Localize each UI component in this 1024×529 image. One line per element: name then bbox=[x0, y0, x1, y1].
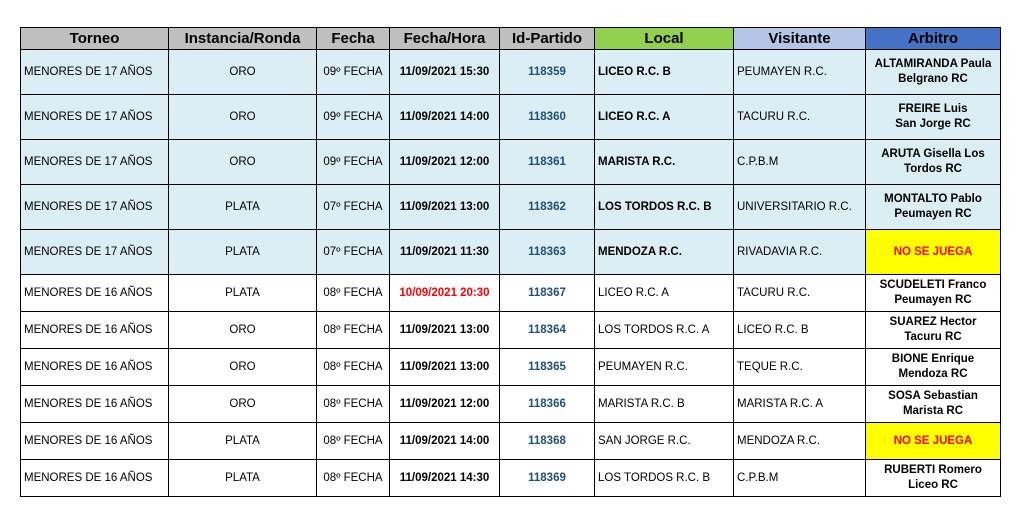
header-arbitro: Arbitro bbox=[866, 28, 1001, 50]
cell-fecha: 08º FECHA bbox=[317, 423, 390, 460]
cell-visitante: C.P.B.M bbox=[734, 140, 866, 185]
cell-id-partido: 118361 bbox=[500, 140, 595, 185]
cell-fecha: 08º FECHA bbox=[317, 386, 390, 423]
arbitro-club: Peumayen RC bbox=[894, 294, 972, 306]
cell-visitante: PEUMAYEN R.C. bbox=[734, 50, 866, 95]
cell-arbitro bbox=[866, 140, 1001, 185]
cell-visitante: TACURU R.C. bbox=[734, 275, 866, 312]
arbitro-name: ALTAMIRANDA Paula bbox=[874, 58, 992, 70]
arbitro-name: MONTALTO Pablo bbox=[884, 193, 982, 205]
arbitro-club: Tacuru RC bbox=[904, 331, 962, 343]
cell-visitante: RIVADAVIA R.C. bbox=[734, 230, 866, 275]
cell-id-partido: 118365 bbox=[500, 349, 595, 386]
cell-instancia: PLATA bbox=[169, 423, 317, 460]
cell-arbitro bbox=[866, 275, 1001, 312]
cell-local: LOS TORDOS R.C. B bbox=[595, 185, 734, 230]
fixture-table-wrapper bbox=[20, 27, 1001, 497]
arbitro-club: Tordos RC bbox=[904, 163, 962, 175]
cell-visitante: C.P.B.M bbox=[734, 460, 866, 497]
cell-torneo: MENORES DE 17 AÑOS bbox=[21, 50, 169, 95]
arbitro-name: BIONE Enrique bbox=[891, 353, 975, 365]
arbitro-club: Liceo RC bbox=[908, 479, 958, 491]
cell-arbitro bbox=[866, 349, 1001, 386]
cell-local: LICEO R.C. A bbox=[595, 275, 734, 312]
cell-id-partido: 118364 bbox=[500, 312, 595, 349]
header-id-partido: Id-Partido bbox=[500, 28, 595, 50]
cell-torneo: MENORES DE 17 AÑOS bbox=[21, 95, 169, 140]
no-se-juega-label: NO SE JUEGA bbox=[893, 434, 973, 447]
cell-id-partido: 118366 bbox=[500, 386, 595, 423]
header-torneo: Torneo bbox=[21, 28, 169, 50]
table-row bbox=[21, 349, 1001, 386]
cell-visitante: LICEO R.C. B bbox=[734, 312, 866, 349]
cell-local: PEUMAYEN R.C. bbox=[595, 349, 734, 386]
cell-local: SAN JORGE R.C. bbox=[595, 423, 734, 460]
arbitro-name: FREIRE Luis bbox=[898, 103, 968, 115]
cell-instancia: PLATA bbox=[169, 185, 317, 230]
cell-fecha: 08º FECHA bbox=[317, 460, 390, 497]
header-local: Local bbox=[595, 28, 734, 50]
cell-instancia: ORO bbox=[169, 140, 317, 185]
arbitro-name: SCUDELETI Franco bbox=[879, 279, 987, 291]
arbitro-club: Marista RC bbox=[902, 405, 964, 417]
fixture-table bbox=[20, 27, 1001, 497]
arbitro-club: Belgrano RC bbox=[898, 73, 968, 85]
cell-instancia: ORO bbox=[169, 95, 317, 140]
cell-local: MARISTA R.C. bbox=[595, 140, 734, 185]
cell-fecha-hora: 11/09/2021 13:00 bbox=[390, 185, 500, 230]
table-row bbox=[21, 230, 1001, 275]
cell-fecha-hora: 11/09/2021 14:30 bbox=[390, 460, 500, 497]
cell-local: LOS TORDOS R.C. A bbox=[595, 312, 734, 349]
cell-torneo: MENORES DE 17 AÑOS bbox=[21, 140, 169, 185]
cell-instancia: PLATA bbox=[169, 275, 317, 312]
arbitro-name: SOSA Sebastian bbox=[888, 390, 978, 402]
arbitro-name: SUAREZ Hector bbox=[889, 316, 977, 328]
no-se-juega-label: NO SE JUEGA bbox=[893, 245, 973, 258]
cell-instancia: ORO bbox=[169, 349, 317, 386]
cell-id-partido: 118369 bbox=[500, 460, 595, 497]
arbitro-name: RUBERTI Romero bbox=[884, 464, 982, 476]
cell-torneo: MENORES DE 16 AÑOS bbox=[21, 349, 169, 386]
cell-id-partido: 118363 bbox=[500, 230, 595, 275]
cell-fecha-hora: 11/09/2021 15:30 bbox=[390, 50, 500, 95]
cell-arbitro bbox=[866, 50, 1001, 95]
cell-fecha: 09º FECHA bbox=[317, 50, 390, 95]
cell-local: MENDOZA R.C. bbox=[595, 230, 734, 275]
cell-torneo: MENORES DE 16 AÑOS bbox=[21, 423, 169, 460]
cell-id-partido: 118360 bbox=[500, 95, 595, 140]
table-row bbox=[21, 140, 1001, 185]
cell-visitante: MENDOZA R.C. bbox=[734, 423, 866, 460]
table-row bbox=[21, 95, 1001, 140]
cell-torneo: MENORES DE 16 AÑOS bbox=[21, 275, 169, 312]
cell-fecha-hora: 10/09/2021 20:30 bbox=[390, 275, 500, 312]
cell-instancia: ORO bbox=[169, 386, 317, 423]
cell-visitante: MARISTA R.C. A bbox=[734, 386, 866, 423]
table-row bbox=[21, 423, 1001, 460]
cell-fecha: 09º FECHA bbox=[317, 95, 390, 140]
cell-id-partido: 118368 bbox=[500, 423, 595, 460]
cell-arbitro bbox=[866, 312, 1001, 349]
cell-local: LICEO R.C. A bbox=[595, 95, 734, 140]
cell-fecha-hora: 11/09/2021 14:00 bbox=[390, 95, 500, 140]
header-row bbox=[21, 28, 1001, 50]
cell-torneo: MENORES DE 16 AÑOS bbox=[21, 386, 169, 423]
header-fecha: Fecha bbox=[317, 28, 390, 50]
header-fecha-hora: Fecha/Hora bbox=[390, 28, 500, 50]
cell-fecha-hora: 11/09/2021 13:00 bbox=[390, 312, 500, 349]
header-instancia: Instancia/Ronda bbox=[169, 28, 317, 50]
cell-instancia: PLATA bbox=[169, 230, 317, 275]
cell-local: LOS TORDOS R.C. B bbox=[595, 460, 734, 497]
arbitro-club: San Jorge RC bbox=[895, 118, 971, 130]
cell-instancia: ORO bbox=[169, 312, 317, 349]
cell-fecha: 08º FECHA bbox=[317, 349, 390, 386]
cell-torneo: MENORES DE 17 AÑOS bbox=[21, 185, 169, 230]
cell-fecha: 07º FECHA bbox=[317, 230, 390, 275]
header-visitante: Visitante bbox=[734, 28, 866, 50]
arbitro-club: Mendoza RC bbox=[898, 368, 968, 380]
cell-id-partido: 118367 bbox=[500, 275, 595, 312]
cell-arbitro bbox=[866, 423, 1001, 460]
cell-torneo: MENORES DE 16 AÑOS bbox=[21, 460, 169, 497]
cell-arbitro bbox=[866, 230, 1001, 275]
cell-fecha-hora: 11/09/2021 14:00 bbox=[390, 423, 500, 460]
arbitro-name: ARUTA Gisella Los bbox=[881, 148, 985, 160]
cell-fecha-hora: 11/09/2021 12:00 bbox=[390, 140, 500, 185]
cell-fecha-hora: 11/09/2021 12:00 bbox=[390, 386, 500, 423]
arbitro-club: Peumayen RC bbox=[894, 208, 972, 220]
cell-instancia: PLATA bbox=[169, 460, 317, 497]
cell-torneo: MENORES DE 16 AÑOS bbox=[21, 312, 169, 349]
cell-arbitro bbox=[866, 460, 1001, 497]
cell-arbitro bbox=[866, 386, 1001, 423]
cell-id-partido: 118362 bbox=[500, 185, 595, 230]
cell-visitante: TACURU R.C. bbox=[734, 95, 866, 140]
table-row bbox=[21, 460, 1001, 497]
cell-visitante: UNIVERSITARIO R.C. bbox=[734, 185, 866, 230]
cell-fecha: 08º FECHA bbox=[317, 312, 390, 349]
cell-fecha-hora: 11/09/2021 11:30 bbox=[390, 230, 500, 275]
table-row bbox=[21, 312, 1001, 349]
table-row bbox=[21, 185, 1001, 230]
cell-fecha: 07º FECHA bbox=[317, 185, 390, 230]
cell-local: LICEO R.C. B bbox=[595, 50, 734, 95]
table-row bbox=[21, 386, 1001, 423]
cell-local: MARISTA R.C. B bbox=[595, 386, 734, 423]
cell-fecha: 08º FECHA bbox=[317, 275, 390, 312]
table-row bbox=[21, 50, 1001, 95]
cell-fecha: 09º FECHA bbox=[317, 140, 390, 185]
cell-torneo: MENORES DE 17 AÑOS bbox=[21, 230, 169, 275]
cell-instancia: ORO bbox=[169, 50, 317, 95]
cell-id-partido: 118359 bbox=[500, 50, 595, 95]
cell-fecha-hora: 11/09/2021 13:00 bbox=[390, 349, 500, 386]
cell-arbitro bbox=[866, 95, 1001, 140]
cell-arbitro bbox=[866, 185, 1001, 230]
cell-visitante: TEQUE R.C. bbox=[734, 349, 866, 386]
table-row bbox=[21, 275, 1001, 312]
